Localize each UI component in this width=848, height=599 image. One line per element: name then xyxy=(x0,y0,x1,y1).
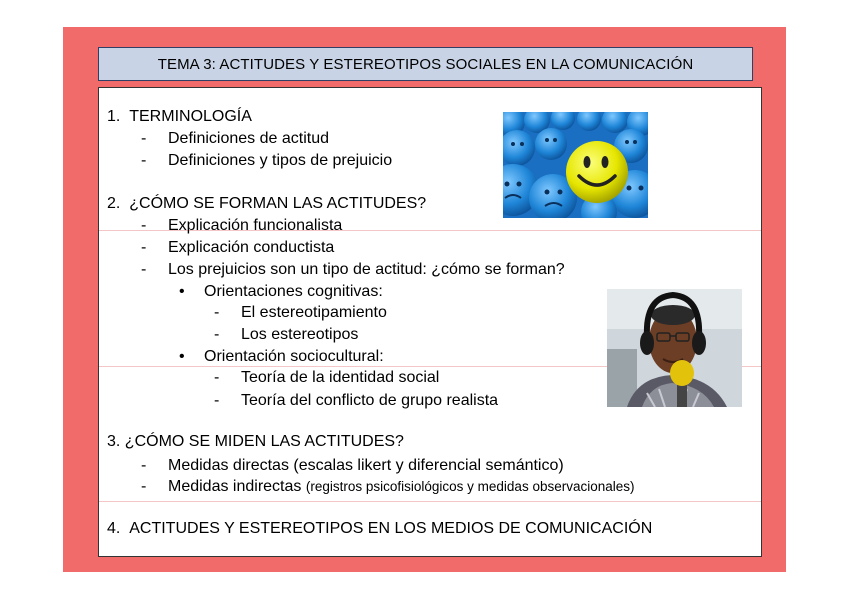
list-item: - Los prejuicios son un tipo de actitud: ¿cómo se forman? xyxy=(141,261,565,278)
list-item: - Teoría de la identidad social xyxy=(214,369,440,386)
slide xyxy=(63,27,786,572)
section-3-heading: 3. ¿CÓMO SE MIDEN LAS ACTITUDES? xyxy=(107,433,404,450)
list-item: - Los estereotipos xyxy=(214,326,359,343)
bullet-item: • Orientación sociocultural: xyxy=(179,348,384,365)
radio-host-photo xyxy=(607,289,742,407)
section-1-heading: 1. TERMINOLOGÍA xyxy=(107,108,252,125)
list-item: - El estereotipamiento xyxy=(214,304,387,321)
bullet-item: • Orientaciones cognitivas: xyxy=(179,283,383,300)
list-item: - Medidas directas (escalas likert y diferencial semántico) xyxy=(141,457,564,474)
slide-title: TEMA 3: ACTITUDES Y ESTEREOTIPOS SOCIALES EN LA COMUNICACIÓN xyxy=(98,47,753,81)
list-item: - Explicación conductista xyxy=(141,239,335,256)
smiley-balls-image xyxy=(503,112,648,218)
list-item: - Explicación funcionalista xyxy=(141,217,343,234)
section-4-heading: 4. ACTITUDES Y ESTEREOTIPOS EN LOS MEDIOS DE COMUNICACIÓN xyxy=(107,520,653,537)
list-item: - Definiciones de actitud xyxy=(141,130,329,147)
list-item: - Medidas indirectas (registros psicofisiológicos y medidas observacionales) xyxy=(141,478,635,495)
list-item: - Teoría del conflicto de grupo realista xyxy=(214,392,499,409)
list-item: - Definiciones y tipos de prejuicio xyxy=(141,152,393,169)
content-panel xyxy=(98,87,762,557)
section-2-heading: 2. ¿CÓMO SE FORMAN LAS ACTITUDES? xyxy=(107,195,427,212)
guide-line xyxy=(99,501,761,502)
